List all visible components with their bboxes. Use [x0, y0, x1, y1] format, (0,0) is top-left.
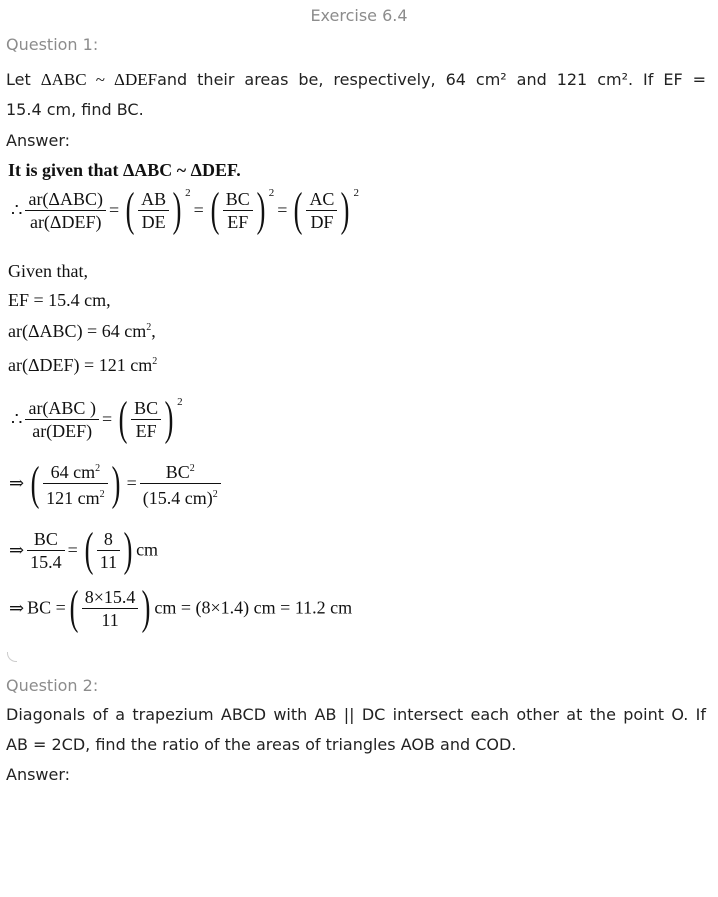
equals: = — [277, 199, 288, 220]
num-text: BC — [165, 462, 190, 482]
equals: = — [126, 473, 137, 493]
bracketed-area-fraction: ( $\frac{64 cm^2}{121 cm^2}$ ) — [30, 456, 120, 510]
denominator: ar(DEF) — [32, 420, 93, 441]
denominator: DE — [141, 211, 166, 232]
numerator: 8×15.4 — [82, 586, 139, 609]
denominator: ar(ΔDEF) — [29, 211, 102, 232]
implies-area-substitution — [6, 458, 221, 509]
question-1-similarity: ΔABC ~ ΔDEF — [40, 70, 158, 89]
squared-ac-df: ( $\frac{AC}{DF}$ ) $^2$ — [294, 183, 359, 236]
numerator: ar(ΔABC) — [25, 188, 106, 211]
implies-bc-result — [6, 581, 353, 634]
numerator: AB — [138, 188, 169, 211]
denominator: 11 — [101, 609, 119, 630]
equals: = — [193, 199, 204, 220]
equals: = — [67, 539, 78, 560]
equals: = — [109, 199, 120, 220]
numerator: ar(ABC ) — [25, 397, 98, 420]
question-1-rest: and their areas be, respectively, 64 cm² and 121 cm². If EF = — [157, 70, 707, 89]
given-that: Given that, — [8, 261, 88, 281]
denominator — [43, 484, 108, 509]
bc-equals: BC = — [27, 597, 66, 618]
denominator: 11 — [99, 551, 118, 572]
exponent: 2 — [268, 187, 275, 200]
squared-bc-ef: ( $\frac{BC}{EF}$ ) $^2$ — [118, 392, 183, 445]
question-2-text-line-1: Diagonals of a trapezium ABCD with AB || DC intersect each other at the point O. If — [6, 705, 706, 724]
question-1-let: Let — [6, 70, 31, 89]
area-ratio-equation — [8, 183, 359, 236]
given-ef: EF = 15.4 cm, — [8, 290, 111, 310]
question-2-text-line-2: AB = 2CD, find the ratio of the areas of triangles AOB and COD. — [6, 735, 517, 754]
denominator: EF — [135, 420, 157, 441]
fraction-ar-abc-ar-def — [25, 188, 106, 233]
decorative-arc-mark — [7, 652, 17, 662]
question-1-heading: Question 1: — [6, 35, 99, 54]
therefore-symbol: ∴ — [11, 199, 23, 220]
exponent: 2 — [353, 187, 359, 200]
exponent: 2 — [95, 463, 101, 474]
numerator: 8 — [97, 528, 120, 551]
exponent: 2 — [189, 463, 195, 474]
numerator: AC — [306, 188, 337, 211]
numerator: BC — [223, 188, 253, 211]
implies-symbol: ⇒ — [9, 539, 25, 560]
given-similarity: It is given that ΔABC ~ ΔDEF. — [8, 160, 241, 180]
given-ar-def-text: ar(ΔDEF) = 121 cm — [8, 355, 153, 375]
question-1-text-line-1 — [6, 70, 706, 90]
exponent: 2 — [152, 356, 158, 367]
fraction-ar-abc-ar-def-2 — [25, 397, 98, 442]
exponent: 2 — [146, 322, 152, 333]
num-text: 64 cm — [50, 462, 96, 482]
exponent: 2 — [212, 489, 218, 500]
implies-symbol: ⇒ — [9, 473, 25, 493]
given-ar-abc-text: ar(ΔABC) = 64 cm — [8, 321, 147, 341]
ratio-ar-abc-def — [8, 392, 183, 445]
denominator: EF — [227, 211, 249, 232]
den-text: (15.4 cm) — [142, 488, 213, 508]
exponent: 2 — [99, 489, 105, 500]
implies-symbol: ⇒ — [9, 597, 25, 618]
given-ar-abc — [8, 321, 156, 342]
denominator — [140, 484, 221, 509]
squared-bc-ef: ( $\frac{BC}{EF}$ ) $^2$ — [210, 183, 275, 236]
question-2-heading: Question 2: — [6, 676, 99, 695]
question-2-answer-label: Answer: — [6, 765, 71, 784]
question-1-text-line-2: 15.4 cm, find BC. — [6, 100, 144, 119]
question-1-answer-label: Answer: — [6, 131, 71, 150]
den-text: 121 cm — [46, 488, 100, 508]
fraction-bc-over-154 — [27, 528, 65, 573]
numerator — [43, 458, 108, 484]
squared-ab-de: ( $\frac{AB}{DE}$ ) $^2$ — [125, 183, 191, 236]
fraction-bc2-over-154cm2 — [140, 458, 221, 509]
denominator: DF — [310, 211, 334, 232]
bracketed-8x154-over-11: ( $\frac{8\times 15.4}{11}$ ) — [69, 581, 151, 634]
unit-cm: cm — [136, 539, 159, 560]
numerator: BC — [27, 528, 65, 551]
given-ar-def — [8, 355, 157, 376]
exponent: 2 — [177, 396, 183, 409]
denominator: 15.4 — [30, 551, 62, 572]
exercise-title: Exercise 6.4 — [310, 6, 408, 25]
comma: , — [151, 321, 156, 341]
implies-bc-ratio — [6, 523, 159, 576]
therefore-symbol: ∴ — [11, 408, 23, 429]
numerator: BC — [131, 397, 161, 420]
bracketed-8-over-11: ( $\frac{8}{11}$ ) — [84, 523, 133, 576]
equals: = — [101, 408, 113, 429]
bc-final-value: cm = (8×1.4) cm = 11.2 cm — [154, 597, 353, 618]
exponent: 2 — [185, 187, 191, 200]
numerator — [140, 458, 221, 484]
